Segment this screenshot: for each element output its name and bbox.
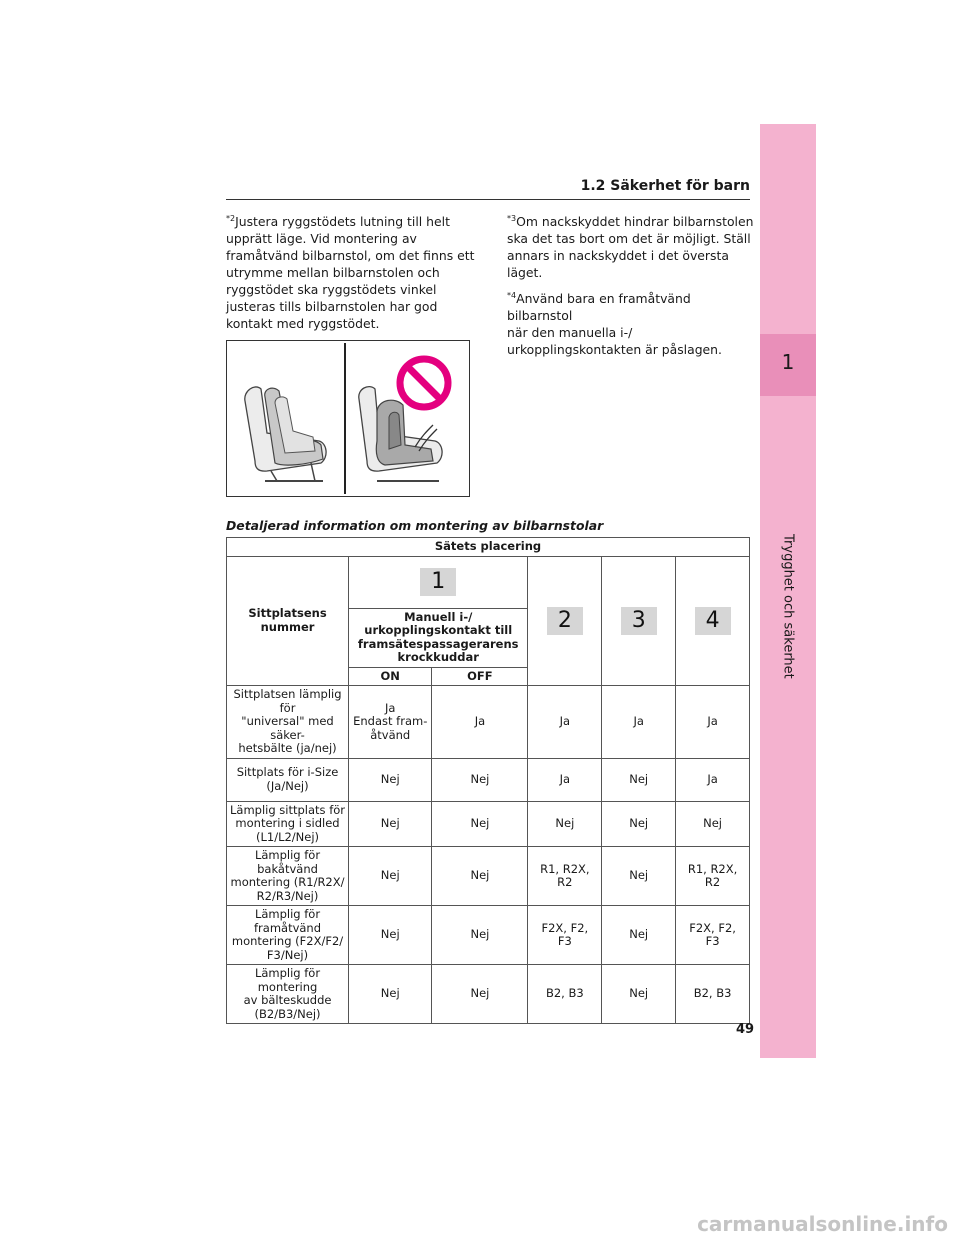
seat-position-header: Sätets placering bbox=[227, 538, 750, 557]
table-row bbox=[227, 686, 750, 759]
row-label: Lämplig sittplats för montering i sidled (L1/L2/Nej) bbox=[227, 801, 349, 847]
table-cell: Nej bbox=[602, 965, 676, 1024]
note-text: Om nackskyddet hindrar bilbarnstolen ska det tas bort om det är möjligt. Ställ annars in nackskyddet i det översta läget. bbox=[507, 214, 754, 281]
note-marker: *3 bbox=[507, 214, 517, 223]
table-cell: Nej bbox=[432, 847, 528, 906]
section-header: 1.2 Säkerhet för barn bbox=[580, 178, 750, 194]
row-label: Sittplats för i-Size (Ja/Nej) bbox=[227, 758, 349, 801]
seat-number-badge: 4 bbox=[695, 607, 731, 635]
table-row bbox=[227, 965, 750, 1024]
table-cell: Ja bbox=[528, 758, 602, 801]
note-text: Justera ryggstödets lutning till helt upprätt läge. Vid montering av framåtvänd bilbarnstol, om det finns ett utrymme mellan bilbarnstolen och ryggstödet ska ryggstödets vinkel justeras tills bilbarnstolen har god kontakt med ryggstödet. bbox=[226, 214, 475, 332]
seat-number-row-header: Sittplatsens nummer bbox=[227, 556, 349, 686]
table-row bbox=[227, 906, 750, 965]
table-cell: Nej bbox=[602, 906, 676, 965]
child-seat-illustration bbox=[227, 341, 469, 496]
page-number: 49 bbox=[736, 1022, 755, 1037]
table-cell: Nej bbox=[349, 965, 432, 1024]
switch-on-header: ON bbox=[349, 667, 432, 686]
table-cell: Nej bbox=[602, 847, 676, 906]
row-label: Sittplatsen lämplig för "universal" med säker- hetsbälte (ja/nej) bbox=[227, 686, 349, 759]
mounting-table bbox=[226, 537, 750, 1024]
airbag-switch-header bbox=[349, 608, 528, 667]
table-cell: Nej bbox=[432, 965, 528, 1024]
table-cell: Nej bbox=[676, 801, 750, 847]
table-cell: R1, R2X, R2 bbox=[528, 847, 602, 906]
seat-4-cell bbox=[676, 556, 750, 686]
table-body bbox=[227, 686, 750, 1024]
seat-2-cell bbox=[528, 556, 602, 686]
seat-number-badge: 1 bbox=[420, 568, 456, 596]
seat-3-cell bbox=[602, 556, 676, 686]
note-text: Använd bara en framåtvänd bilbarnstol när den manuella i-/ urkopplingskontakten är påslagen. bbox=[507, 291, 722, 358]
note-marker: *2 bbox=[226, 214, 236, 223]
header-rule bbox=[226, 199, 750, 200]
table-row bbox=[227, 556, 750, 608]
table-row bbox=[227, 538, 750, 557]
row-label: Lämplig för montering av bälteskudde (B2/B3/Nej) bbox=[227, 965, 349, 1024]
table-cell: Nej bbox=[349, 906, 432, 965]
airbag-switch-header-text: Manuell i-/ urkopplingskontakt till framsätespassagerarens krockkuddar bbox=[357, 609, 519, 664]
switch-off-header: OFF bbox=[432, 667, 528, 686]
prohibition-icon bbox=[400, 359, 448, 407]
child-seat-icon bbox=[245, 387, 326, 481]
seat-number-badge: 3 bbox=[621, 607, 657, 635]
row-label: Lämplig för framåtvänd montering (F2X/F2/ F3/Nej) bbox=[227, 906, 349, 965]
table-cell: Nej bbox=[349, 801, 432, 847]
table-cell: R1, R2X, R2 bbox=[676, 847, 750, 906]
chapter-title: Trygghet och säkerhet bbox=[780, 534, 796, 679]
table-cell: Nej bbox=[432, 906, 528, 965]
row-label: Lämplig för bakåtvänd montering (R1/R2X/ R2/R3/Nej) bbox=[227, 847, 349, 906]
note-marker: *4 bbox=[507, 291, 517, 301]
table-row bbox=[227, 847, 750, 906]
table-cell: Ja bbox=[528, 686, 602, 759]
chapter-side-tab bbox=[760, 124, 816, 1058]
table-cell: Ja bbox=[432, 686, 528, 759]
table-cell: Nej bbox=[432, 801, 528, 847]
watermark: carmanualsonline.info bbox=[697, 1212, 948, 1236]
table-cell: Ja bbox=[676, 758, 750, 801]
table-cell: F2X, F2, F3 bbox=[528, 906, 602, 965]
note-3-4 bbox=[507, 210, 757, 364]
table-cell: Nej bbox=[602, 801, 676, 847]
child-seat-tilted-icon bbox=[359, 387, 442, 481]
table-cell: Nej bbox=[432, 758, 528, 801]
table-cell: B2, B3 bbox=[528, 965, 602, 1024]
table-cell: Nej bbox=[528, 801, 602, 847]
table-cell: Nej bbox=[349, 847, 432, 906]
note-2 bbox=[226, 210, 476, 338]
seat-1-cell bbox=[349, 556, 528, 608]
table-cell: B2, B3 bbox=[676, 965, 750, 1024]
chapter-number: 1 bbox=[781, 350, 795, 374]
table-cell: Nej bbox=[602, 758, 676, 801]
table-row bbox=[227, 758, 750, 801]
table-cell: F2X, F2, F3 bbox=[676, 906, 750, 965]
child-seat-figure bbox=[226, 340, 470, 497]
table-cell: Nej bbox=[349, 758, 432, 801]
seat-number-badge: 2 bbox=[547, 607, 583, 635]
table-row bbox=[227, 801, 750, 847]
table-cell: Ja bbox=[676, 686, 750, 759]
table-cell: Ja Endast fram- åtvänd bbox=[349, 686, 432, 759]
section-title: Detaljerad information om montering av bilbarnstolar bbox=[226, 518, 604, 533]
table-cell: Ja bbox=[602, 686, 676, 759]
